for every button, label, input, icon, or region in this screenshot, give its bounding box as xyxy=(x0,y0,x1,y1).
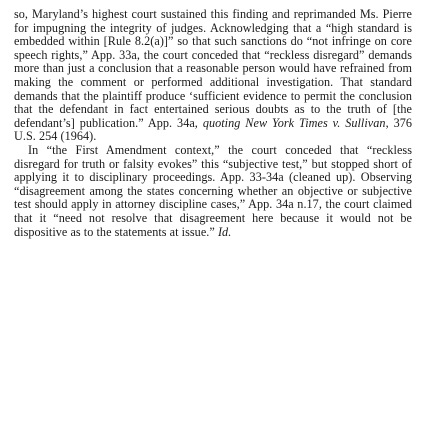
paragraph-1-citation-tail: , 376 U.S. 254 (1964). xyxy=(14,115,412,144)
id-citation: Id. xyxy=(217,224,232,239)
case-citation-new-york-times: quoting New York Times v. Sullivan xyxy=(202,115,386,130)
document-page xyxy=(14,8,412,239)
paragraph-2-text: In “the First Amendment context,” the court conceded that “reckless disregard for truth or falsity evokes” this “subjective test,” but stopped short of applying it to disciplinary proceedings. App. 33-34a (cleaned up). Observing “disagreement among the states concerning whether an objective or subjective test should apply in attorney discipline cases,” App. 34a n.17, the court claimed that it “need not resolve that disagreement here because it would not be dispositive as to the statements at issue.” xyxy=(14,142,412,239)
paragraph-1 xyxy=(14,8,412,144)
paragraph-1-text: so, Maryland’s highest court sustained this finding and reprimanded Ms. Pierre for impugning the integrity of judges. Acknowledging that a “high standard is embedded within [Rule 8.2(a)]” so that such sanctions do “not infringe on core speech rights,” App. 33a, the court conceded that “reckless disregard” demands more than just a conclusion that a reasonable person would have refrained from making the comment or performed additional investigation. That standard demands that the plaintiff produce ‘sufficient evidence to permit the conclusion that the defendant in fact entertained serious doubts as to the truth of [the defendant’s] publication.” App. 34a, xyxy=(14,7,412,130)
paragraph-2 xyxy=(14,144,412,239)
